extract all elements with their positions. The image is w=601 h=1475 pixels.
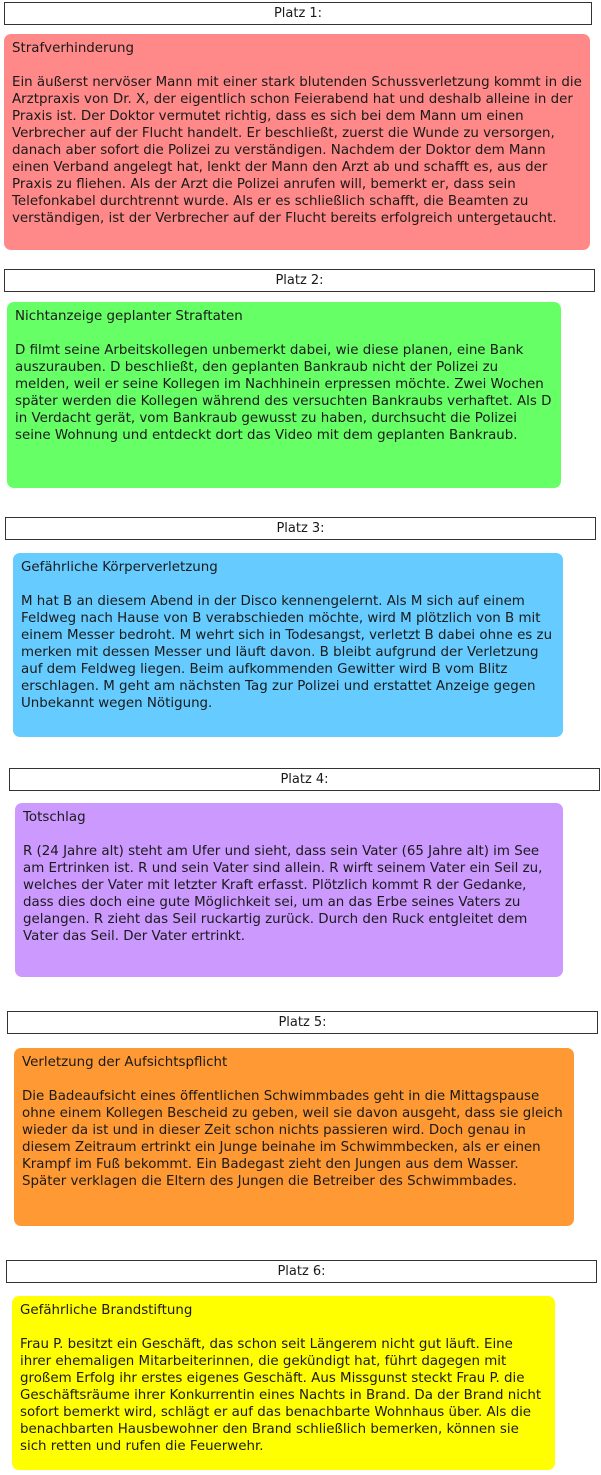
case-card-2 [7,302,561,488]
platz-label-5: Platz 5: [7,1011,598,1034]
case-title: Gefährliche Körperverletzung [21,560,218,575]
case-card-3 [13,553,563,737]
case-card-1 [4,34,590,250]
platz-label-1: Platz 1: [4,2,592,25]
case-title: Strafverhinderung [12,41,135,56]
case-title: Totschlag [23,810,86,825]
case-text: Ein äußerst nervöser Mann mit einer stark blutenden Schussverletzung kommt in die Arztpraxis von Dr. X, der eigentlich schon Feierabend hat und deshalb alleine in der Praxis ist. Der Doktor vermutet richtig, dass es sich bei dem Mann um einen Verbrecher auf der Flucht handelt. Er beschließt, zuerst die Wunde zu versorgen, danach aber sofort die Polizei zu verständigen. Nachdem der Doktor dem Mann einen Verband angelegt hat, lenkt der Mann den Arzt ab und schafft es, aus der Praxis zu fliehen. Als der Arzt die Polizei anrufen will, bemerkt er, dass sein Telefonkabel durchtrennt wurde. Als er es schließlich schafft, die Beamten zu verständigen, ist der Verbrecher auf der Flucht bereits erfolgreich untergetaucht. [12,75,582,226]
case-card-4 [15,803,563,977]
case-title: Gefährliche Brandstiftung [20,1303,193,1318]
platz-label-6: Platz 6: [6,1260,597,1283]
platz-label-3: Platz 3: [5,517,596,540]
case-title: Verletzung der Aufsichtspflicht [22,1055,228,1070]
platz-label-2: Platz 2: [4,269,595,292]
case-card-5 [14,1048,574,1226]
case-text: M hat B an diesem Abend in der Disco kennengelernt. Als M sich auf einem Feldweg nach Hause von B verabschieden möchte, wird M plötzlich von B mit einem Messer bedroht. M wehrt sich in Todesangst, verletzt B dabei ohne es zu merken mit dessen Messer und läuft davon. B bleibt aufgrund der Verletzung auf dem Feldweg liegen. Beim aufkommenden Gewitter wird B vom Blitz erschlagen. M geht am nächsten Tag zur Polizei und erstattet Anzeige gegen Unbekannt wegen Nötigung. [21,594,553,711]
case-title: Nichtanzeige geplanter Straftaten [15,309,243,324]
case-text: D filmt seine Arbeitskollegen unbemerkt dabei, wie diese planen, eine Bank auszurauben. D beschließt, den geplanten Bankraub nicht der Polizei zu melden, weil er seine Kollegen im Nachhinein erpressen möchte. Zwei Wochen später werden die Kollegen während des versuchten Bankraubs verhaftet. Als D in Verdacht gerät, vom Bankraub gewusst zu haben, durchsucht die Polizei seine Wohnung und entdeckt dort das Video mit dem geplanten Bankraub. [15,343,552,443]
case-text: Frau P. besitzt ein Geschäft, das schon seit Längerem nicht gut läuft. Eine ihrer ehemaligen Mitarbeiterinnen, die gekündigt hat, führt dagegen mit großem Erfolg ihr erstes eigenes Geschäft. Aus Missgunst steckt Frau P. die Geschäftsräume ihrer Konkurrentin eines Nachts in Brand. Da der Brand nicht sofort bemerkt wird, schlägt er auf das benachbarte Wohnhaus über. Als die benachbarten Hausbewohner den Brand schließlich bemerken, können sie sich retten und rufen die Feuerwehr. [20,1337,542,1454]
case-text: Die Badeaufsicht eines öffentlichen Schwimmbades geht in die Mittagspause ohne einem Kollegen Bescheid zu geben, weil sie davon ausgeht, dass sie gleich wieder da ist und in dieser Zeit schon nichts passieren wird. Doch genau in diesem Zeitraum ertrinkt ein Junge beinahe im Schwimmbecken, als er einen Krampf im Fuß bekommt. Ein Badegast zieht den Jungen aus dem Wasser. Später verklagen die Eltern des Jungen die Betreiber des Schwimmbades. [22,1089,563,1189]
case-card-6 [12,1296,555,1470]
case-text: R (24 Jahre alt) steht am Ufer und sieht, dass sein Vater (65 Jahre alt) im See am Ertrinken ist. R und sein Vater sind allein. R wirft seinem Vater ein Seil zu, welches der Vater mit letzter Kraft erfasst. Plötzlich kommt R der Gedanke, dass dies doch eine gute Möglichkeit sei, um an das Erbe seines Vaters zu gelangen. R zieht das Seil ruckartig zurück. Durch den Ruck entgleitet dem Vater das Seil. Der Vater ertrinkt. [23,844,543,944]
platz-label-4: Platz 4: [9,768,600,791]
